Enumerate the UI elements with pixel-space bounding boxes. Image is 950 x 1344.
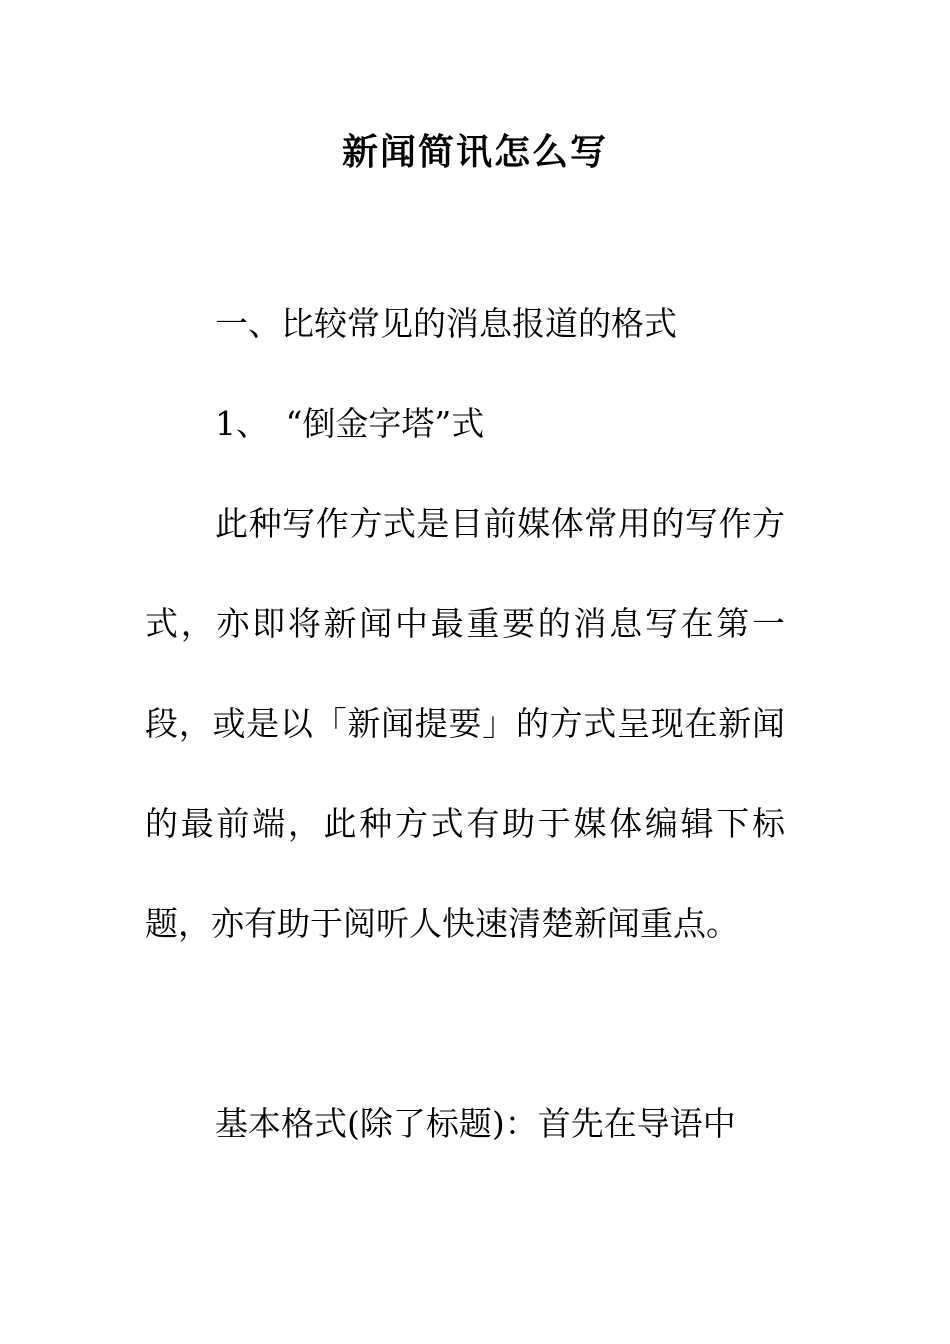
subsection-heading: 1、 “倒金字塔”式	[215, 404, 485, 443]
body-paragraph: 此种写作方式是目前媒体常用的写作方式，亦即将新闻中最重要的消息写在第一段，或是以「新闻提要」的方式呈现在新闻的最前端，此种方式有助于媒体编辑下标题，亦有助于阅听人快速清楚新闻重点。	[145, 504, 785, 943]
document-title: 新闻简讯怎么写	[341, 131, 608, 173]
section-heading: 一、比较常见的消息报道的格式	[215, 304, 677, 343]
body-paragraph-continued: 基本格式(除了标题)：首先在导语中	[215, 1104, 736, 1143]
